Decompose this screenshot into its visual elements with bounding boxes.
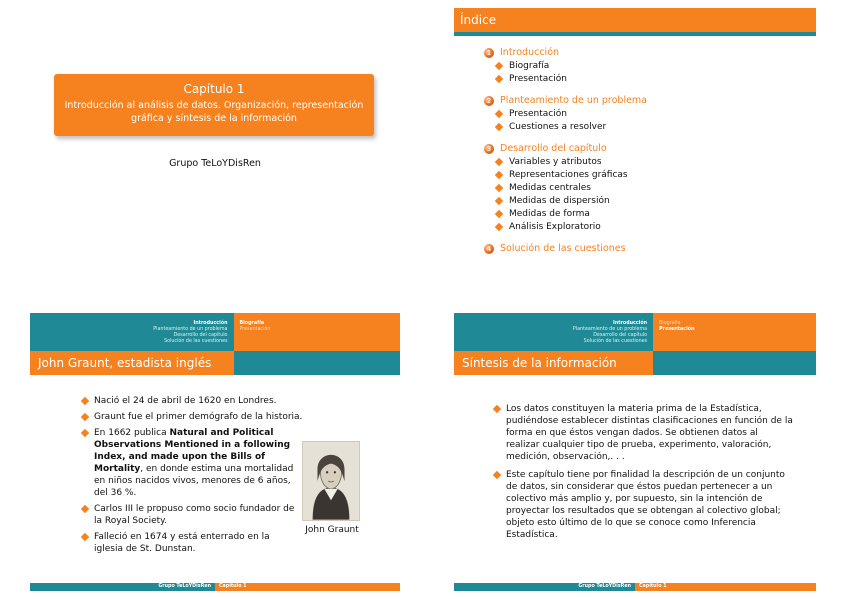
bullet-diamond-icon bbox=[495, 196, 503, 204]
bullet-diamond-icon bbox=[495, 122, 503, 130]
frame-title: John Graunt, estadista inglés bbox=[38, 356, 212, 370]
footer-chapter: Capítulo 1 bbox=[215, 583, 400, 591]
toc-subsection[interactable] bbox=[484, 181, 804, 194]
section-nav bbox=[30, 313, 234, 351]
toc-subsection[interactable] bbox=[484, 120, 804, 133]
toc-subsection-label: Medidas de forma bbox=[509, 208, 590, 219]
toc-subsection-label: Variables y atributos bbox=[509, 156, 602, 167]
toc-section-label: Solución de las cuestiones bbox=[500, 243, 626, 254]
section-number-ball: 3 bbox=[484, 144, 494, 154]
bullet-item: En 1662 publica Natural and Political Observations Mentioned in a following Index, and made upon the Bills of Mortality, en donde estima una mortalidad en niños nacidos vivos, menores de 6 años, del 36 %. bbox=[82, 427, 297, 499]
bullet-diamond-icon bbox=[495, 157, 503, 165]
toc-section-label: Planteamiento de un problema bbox=[500, 95, 648, 106]
toc-subsection-label: Presentación bbox=[509, 73, 567, 84]
section-number-ball: 4 bbox=[484, 244, 494, 254]
bullet-diamond-icon bbox=[493, 471, 501, 479]
portrait-caption: John Graunt bbox=[305, 525, 359, 535]
toc-subsection-label: Presentación bbox=[509, 108, 567, 119]
toc-section-2[interactable] bbox=[484, 94, 804, 107]
portrait-illustration bbox=[303, 442, 359, 520]
section-number-ball: 1 bbox=[484, 48, 494, 58]
toc-subsection-label: Representaciones gráficas bbox=[509, 169, 628, 180]
toc-section-label: Introducción bbox=[500, 47, 560, 58]
toc-subsection[interactable] bbox=[484, 155, 804, 168]
toc-subsection[interactable] bbox=[484, 220, 804, 233]
navigation-header bbox=[30, 313, 400, 351]
bullet-diamond-icon bbox=[81, 397, 89, 405]
bullet-diamond-icon bbox=[81, 505, 89, 513]
bullet-diamond-icon bbox=[81, 413, 89, 421]
slide-index bbox=[454, 8, 816, 284]
bullet-diamond-icon bbox=[495, 170, 503, 178]
toc-section-1[interactable] bbox=[484, 46, 804, 59]
bullet-diamond-icon bbox=[495, 74, 503, 82]
bullet-list bbox=[494, 403, 794, 545]
bullet-item: Este capítulo tiene por finalidad la descripción de un conjunto de datos, sin considerar que éstos puedan pertenecer a un colectivo más amplio y, por supuesto, sin la intención de proyectar los resultados que se obtengan al colectivo global; objeto esto último de lo que se conoce como Inferencia Estadística. bbox=[494, 469, 794, 541]
toc-section-label: Desarrollo del capítulo bbox=[500, 143, 607, 154]
bullet-diamond-icon bbox=[495, 222, 503, 230]
frame-title: Síntesis de la información bbox=[462, 356, 617, 370]
nav-subsection-link[interactable]: Biografía bbox=[239, 321, 265, 326]
bullet-item: Los datos constituyen la materia prima de la Estadística, pudiéndose establecer distintas clasificaciones en función de la forma en que éstos vengan dados. Se obtienen datos al realizar cualquier tipo de prueba, experimento, valoración, medición, observación,. . . bbox=[494, 403, 794, 463]
toc-subsection[interactable] bbox=[484, 168, 804, 181]
nav-section-link[interactable]: Introducción bbox=[613, 321, 648, 326]
toc-subsection[interactable] bbox=[484, 107, 804, 120]
frame-title-bar bbox=[454, 351, 816, 375]
toc-section-3[interactable] bbox=[484, 142, 804, 155]
nav-section-link[interactable]: Solución de las cuestiones bbox=[164, 339, 228, 344]
footer-author: Grupo TeLoYDisRen bbox=[454, 583, 635, 591]
frame-title-bar bbox=[454, 8, 816, 32]
navigation-header bbox=[454, 313, 816, 351]
bullet-item: Nació el 24 de abril de 1620 en Londres. bbox=[82, 395, 297, 407]
nav-section-link[interactable]: Desarrollo del capítulo bbox=[593, 333, 648, 338]
bullet-diamond-icon bbox=[495, 109, 503, 117]
section-nav bbox=[454, 313, 653, 351]
nav-section-link[interactable]: Planteamiento de un problema bbox=[572, 327, 648, 332]
table-of-contents bbox=[484, 46, 804, 255]
bullet-item: Carlos III le propuso como socio fundador de la Royal Society. bbox=[82, 503, 297, 527]
bullet-item: Falleció en 1674 y está enterrado en la iglesia de St. Dunstan. bbox=[82, 531, 297, 555]
toc-subsection-label: Medidas centrales bbox=[509, 182, 591, 193]
bullet-diamond-icon bbox=[81, 533, 89, 541]
bullet-diamond-icon bbox=[495, 209, 503, 217]
frame-title-bar bbox=[30, 351, 400, 375]
toc-subsection-label: Medidas de dispersión bbox=[509, 195, 610, 206]
author: Grupo TeLoYDisRen bbox=[169, 158, 261, 169]
section-number-ball: 2 bbox=[484, 96, 494, 106]
footer bbox=[454, 583, 816, 591]
bullet-list bbox=[82, 395, 303, 559]
bullet-diamond-icon bbox=[493, 405, 501, 413]
subsection-nav bbox=[653, 313, 816, 351]
chapter-title-box bbox=[54, 74, 374, 136]
toc-subsection-label: Análisis Exploratorio bbox=[509, 221, 601, 232]
nav-subsection-link[interactable]: Biografía bbox=[659, 321, 681, 326]
toc-section-4[interactable] bbox=[484, 242, 804, 255]
subsection-nav bbox=[234, 313, 401, 351]
footer-author: Grupo TeLoYDisRen bbox=[30, 583, 215, 591]
toc-subsection-label: Cuestiones a resolver bbox=[509, 121, 607, 132]
bullet-diamond-icon bbox=[495, 183, 503, 191]
toc-subsection[interactable] bbox=[484, 59, 804, 72]
slide-john-graunt bbox=[30, 313, 400, 591]
chapter-subtitle: Introducción al análisis de datos. Organización, representación gráfica y síntesis de la información bbox=[64, 100, 364, 124]
bullet-diamond-icon bbox=[81, 429, 89, 437]
toc-subsection-label: Biografía bbox=[509, 60, 550, 71]
toc-subsection[interactable] bbox=[484, 194, 804, 207]
toc-subsection[interactable] bbox=[484, 72, 804, 85]
slide-title bbox=[30, 8, 400, 284]
nav-section-link[interactable]: Introducción bbox=[193, 321, 228, 326]
nav-section-link[interactable]: Planteamiento de un problema bbox=[153, 327, 228, 332]
title-accent-strip bbox=[454, 32, 816, 36]
nav-subsection-link[interactable]: Presentación bbox=[659, 327, 695, 332]
footer bbox=[30, 583, 400, 591]
footer-chapter: Capítulo 1 bbox=[635, 583, 816, 591]
nav-section-link[interactable]: Desarrollo del capítulo bbox=[173, 333, 228, 338]
bullet-item: Graunt fue el primer demógrafo de la historia. bbox=[82, 411, 297, 423]
nav-subsection-link[interactable]: Presentación bbox=[239, 327, 271, 332]
toc-subsection[interactable] bbox=[484, 207, 804, 220]
nav-section-link[interactable]: Solución de las cuestiones bbox=[583, 339, 648, 344]
slide-sintesis bbox=[454, 313, 816, 591]
bullet-diamond-icon bbox=[495, 61, 503, 69]
chapter-title: Capítulo 1 bbox=[183, 82, 245, 96]
frame-title: Índice bbox=[460, 13, 497, 27]
portrait-image bbox=[302, 441, 360, 521]
